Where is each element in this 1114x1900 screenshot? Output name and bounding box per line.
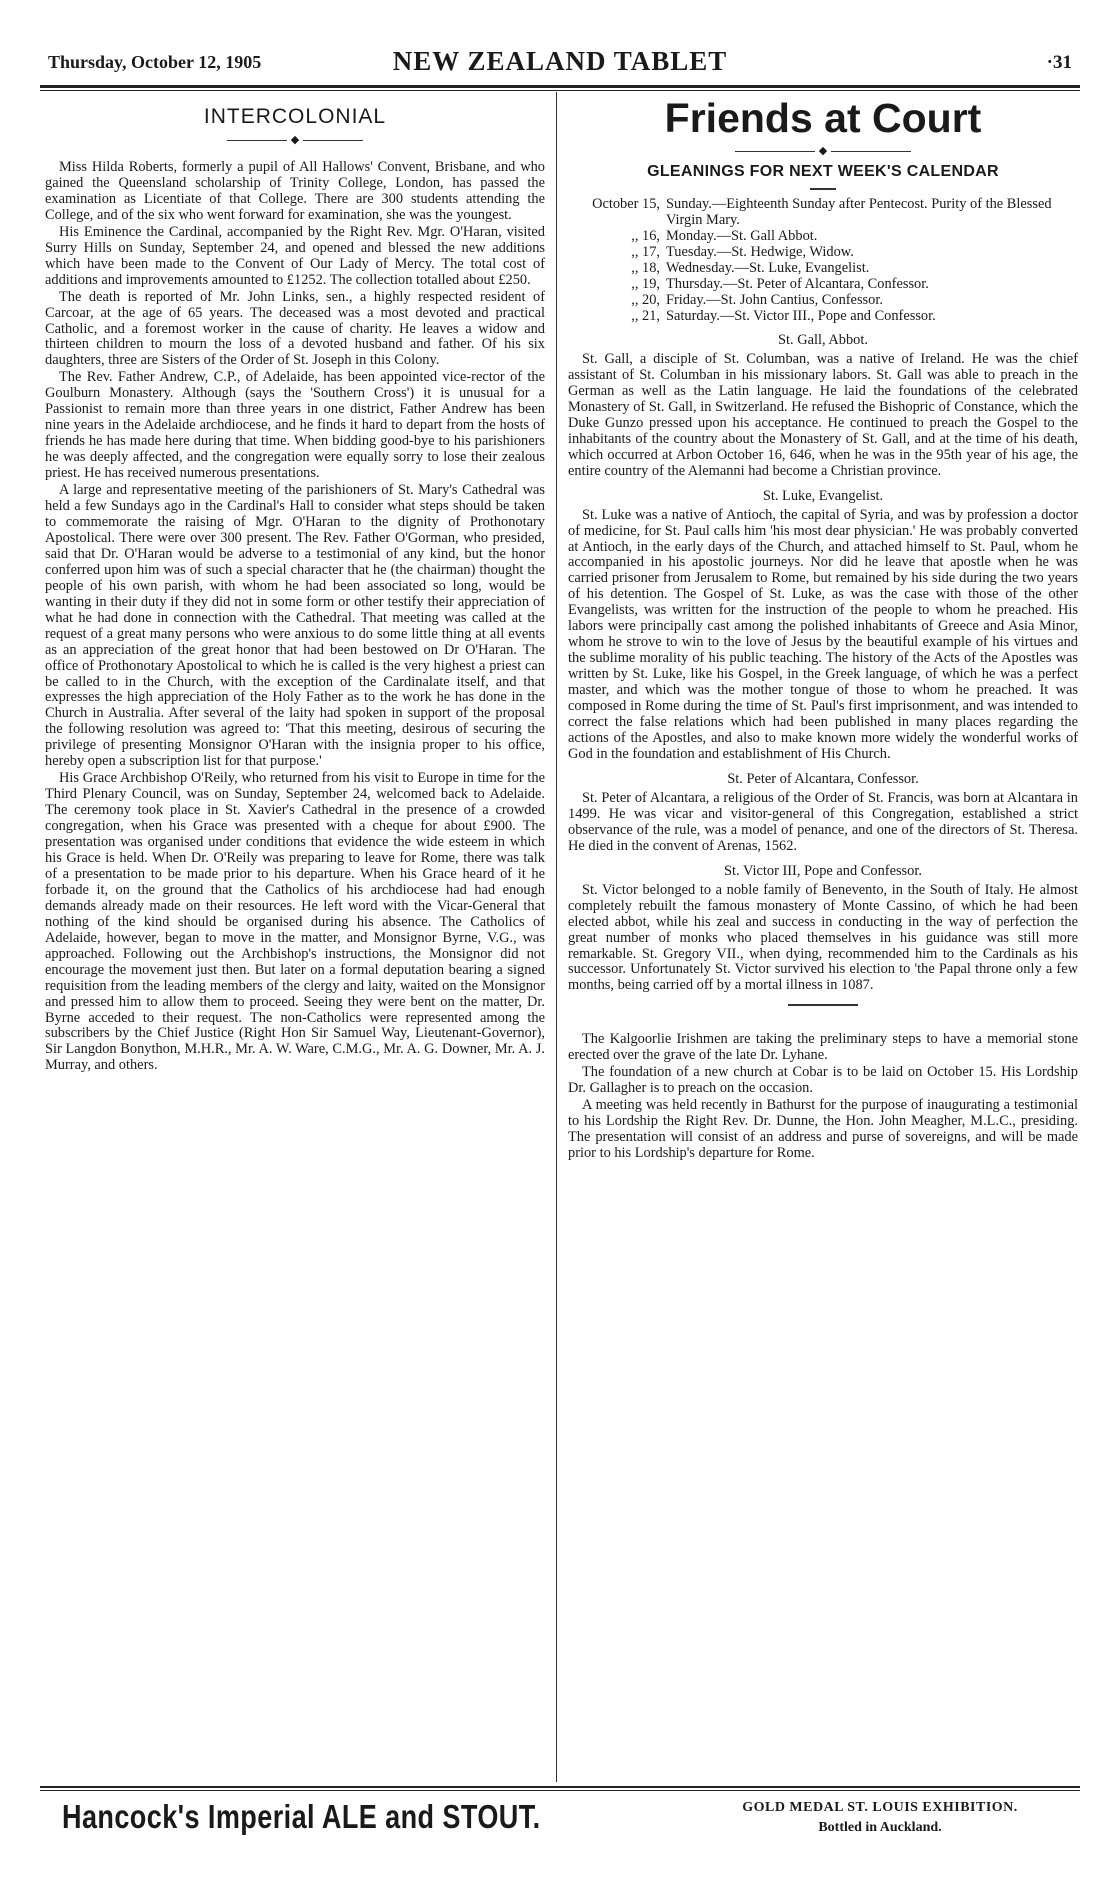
calendar-entry: ,, 20, Friday.—St. John Cantius, Confessor. <box>631 292 883 308</box>
bottom-rule <box>40 1786 1080 1788</box>
calendar-list <box>568 196 1078 324</box>
intercolonial-column <box>45 95 545 1075</box>
article-paragraph: His Eminence the Cardinal, accompanied by the Right Rev. Mgr. O'Haran, visited Surry Hills on Sunday, September 24, and opened and blessed the new additions which have been made to the Convent of Our Lady of Mercy. The total cost of additions and improvements amounted to £1252. The collection totalled about £250. <box>45 223 545 288</box>
news-paragraph: A meeting was held recently in Bathurst for the purpose of inaugurating a testimonial to his Lordship the Right Rev. Dr. Dunne, the Hon. John Meagher, M.L.C., presiding. The presentation will consist of an address and purse of sovereigns, and will be made prior to his Lordship's departure for Rome. <box>568 1097 1078 1162</box>
footer-notice <box>700 1800 1060 1836</box>
friends-at-court-column <box>568 95 1078 1163</box>
issue-date: Thursday, October 12, 1905 <box>48 52 262 72</box>
footer-advertisement: Hancock's Imperial ALE and STOUT. <box>62 1798 541 1835</box>
section-separator <box>788 1004 858 1006</box>
news-paragraph: The foundation of a new church at Cobar is to be laid on October 15. His Lordship Dr. Gallagher is to preach on the occasion. <box>568 1064 1078 1097</box>
article-paragraph: Miss Hilda Roberts, formerly a pupil of All Hallows' Convent, Brisbane, and who gained the Queensland scholarship of Trinity College, London, has passed the examination as Licentiate of that College. There are 300 students attending the College, and of the six who went forward for examination, she was the youngest. <box>45 159 545 223</box>
saint-heading: St. Luke, Evangelist. <box>762 487 884 504</box>
section-title: INTERCOLONIAL <box>203 105 387 128</box>
ornament-divider: ◆ <box>568 144 1078 157</box>
saint-heading: St. Gall, Abbot. <box>778 332 868 348</box>
ornament-divider: ◆ <box>45 133 545 146</box>
calendar-entry: ,, 17, Tuesday.—St. Hedwige, Widow. <box>631 244 854 260</box>
article-paragraph: The death is reported of Mr. John Links, sen., a highly respected resident of Carcoar, at the age of 65 years. The deceased was a most devoted and practical Catholic, and a foremost worker in the cause of charity. He leaves a widow and thirteen children to mourn the loss of a devoted husband and father. Of his six daughters, three are Sisters of the Order of St. Joseph in this Colony. <box>45 288 545 369</box>
page-number: ·31 <box>1046 52 1072 73</box>
saint-paragraph: St. Gall, a disciple of St. Columban, was a native of Ireland. He was the chief assistant of St. Columban in his missionary labors. St. Gall was able to preach in the German as well as the Latin language. He laid the foundations of the celebrated Monastery of St. Gall, in Switzerland. He refused the Bishopric of Constance, which the Duke Gunzo pressed upon his acceptance. He continued to preach the Gospel to the inhabitants of the country about the Monastery of St. Gall, and at the time of his death, which occurred at Arbon October 16, 646, when he was in the 95th year of his age, the entire country of the Alemanni had become a Christian province. <box>568 351 1078 479</box>
footer-line-2: Bottled in Auckland. <box>818 1820 942 1835</box>
top-rule <box>40 85 1080 88</box>
calendar-subtitle: GLEANINGS FOR NEXT WEEK'S CALENDAR <box>647 163 999 180</box>
calendar-entry: ,, 18, Wednesday.—St. Luke, Evangelist. <box>631 260 870 276</box>
calendar-entry: ,, 16, Monday.—St. Gall Abbot. <box>631 228 818 244</box>
article-paragraph: His Grace Archbishop O'Reily, who returned from his visit to Europe in time for the Third Plenary Council, was on Sunday, September 24, welcomed back to Adelaide. The ceremony took place in St. Xavier's Cathedral in the presence of a crowded congregation, when his Grace was presented with a cheque for about £900. The presentation was organised under conditions that evidence the wide esteem in which his Grace is held. When Dr. O'Reily was preparing to leave for Rome, there was talk of a presentation to be made prior to his departure. When his Grace heard of it he forbade it, on the ground that the Catholics of his archdiocese had had enough demands already made on their resources. He left word with the Vicar-General that nothing of the kind should be organised during his absence. The Catholics of Adelaide, however, began to move in the matter, and Monsignor Byrne, V.G., was approached. Following out the Archbishop's instructions, the Monsignor did not encourage the movement just then. But later on a formal deputation bearing a signed requisition from the leading members of the clergy and laity, waited on the Monsignor and pressed him to allow them to proceed. Seeing they were bent on the matter, Dr. Byrne acceded to their request. The non-Catholics were represented among the subscribers by the Chief Justice (Right Hon Sir Samuel Way, Lieutenant-Governor), Sir Langdon Bonython, M.H.R., Mr. A. W. Ware, C.M.G., Mr. A. G. Downer, Mr. A. J. Murray, and others. <box>45 770 545 1074</box>
section-title: Friends at Court <box>664 95 982 141</box>
saint-heading: St. Peter of Alcantara, Confessor. <box>727 770 919 787</box>
subtitle-underline <box>568 183 1078 190</box>
saint-paragraph: St. Luke was a native of Antioch, the capital of Syria, and was by profession a doctor of medicine, for St. Paul calls him 'his most dear physician.' He was probably converted at Antioch, in the early days of the Church, and attached himself to St. Paul, whom he accompanied in his apostolic journeys. Nor did he leave that apostle when he was carried prisoner from Jerusalem to Rome, but remained by his side during the two years of his detention. The Gospel of St. Luke, as was the case with those of the other Evangelists, was written for the instruction of the people to whom he preached. His labors were principally cast among the polished inhabitants of Greece and Asia Minor, whom he strove to win to the love of Jesus by the beautiful example of his virtues and the sublime morality of his public teaching. The history of the Acts of the Apostles was written by St. Luke, like his Gospel, in the Greek language, of which he was a perfect master, and which was the mother tongue of those to whom he preached. It was composed in Rome during the time of St. Paul's first imprisonment, and was intended to correct the false relations which had been published in many places regarding the actions of the Apostles, and also to make known more widely the wonderful works of God in the foundation and establishment of His Church. <box>568 506 1078 762</box>
column-divider <box>556 92 557 1782</box>
article-paragraph: The Rev. Father Andrew, C.P., of Adelaide, has been appointed vice-rector of the Goulburn Monastery. Although (says the 'Southern Cross') it is unusual for a Passionist to remain more than three years in one district, Father Andrew has been nine years in the Adelaide archdiocese, and he finds it hard to depart from the hosts of friends he has made here during that time. When bidding good-bye to his parishioners he was deeply affected, and the congregation were equally sorry to lose their zealous priest. He has received numerous presentations. <box>45 369 545 482</box>
saint-paragraph: St. Peter of Alcantara, a religious of the Order of St. Francis, was born at Alcantara in 1499. He was vicar and visitor-general of this Congregation, established a strict observance of the rule, was a model of penance, and one of the directors of St. Theresa. He died in the convent of Arenas, 1562. <box>568 789 1078 854</box>
calendar-entry: ,, 21, Saturday.—St. Victor III., Pope and Confessor. <box>631 308 936 324</box>
article-paragraph: A large and representative meeting of the parishioners of St. Mary's Cathedral was held a few Sundays ago in the Cardinal's Hall to consider what steps should be taken to commemorate the raising of Mgr. O'Haran to the dignity of Prothonotary Apostolical. There were over 300 present. The Rev. Father O'Gorman, who presided, said that Dr. O'Haran would be adverse to a testimonial of any kind, but the honor conferred upon him was of such a special character that he (the chairman) thought the people of his own parish, with whom he had been associated so long, would be wanting in their duty if they did not in some form or other testify their appreciation of what he had done in connection with the Cathedral. That meeting was called at the request of a great many persons who were anxious to do some little thing at all events as an appreciation of the great honor that had been bestowed on Dr O'Haran. The office of Prothonotary Apostolical to which he is called is the very highest a priest can be called to in the Church, with the exception of the Cardinalate itself, and that expresses the high appreciation of the Holy Father as to the work he has done in the Church in Australia. After several of the laity had spoken in support of the proposal the following resolution was agreed to: 'That this meeting, desirous of securing the privilege of presenting Monsignor O'Haran with the insignia proper to his office, hereby open a subscription list for that purpose.' <box>45 482 545 770</box>
footer-line-1: GOLD MEDAL ST. LOUIS EXHIBITION. <box>742 1800 1018 1815</box>
calendar-entry: ,, 19, Thursday.—St. Peter of Alcantara, Confessor. <box>631 276 929 292</box>
saint-heading: St. Victor III, Pope and Confessor. <box>724 862 922 879</box>
calendar-entry: October 15, Sunday.—Eighteenth Sunday after Pentecost. Purity of the Blessed Virgin Mary. <box>592 196 1052 228</box>
bottom-rule-thin <box>40 1790 1080 1791</box>
top-rule-thin <box>40 90 1080 91</box>
masthead <box>40 46 1080 76</box>
newspaper-title: NEW ZEALAND TABLET <box>392 46 728 76</box>
news-paragraph: The Kalgoorlie Irishmen are taking the preliminary steps to have a memorial stone erected over the grave of the late Dr. Lyhane. <box>568 1031 1078 1064</box>
saint-paragraph: St. Victor belonged to a noble family of Benevento, in the South of Italy. He almost completely rebuilt the famous monastery of Monte Cassino, of which he had been elected abbot, while his zeal and success in conducting in the way of perfection the great number of monks who placed themselves in his guidance was still more remarkable. St. Gregory VII., when dying, recommended him to the Cardinals as his successor. Unfortunately St. Victor survived his election to 'the Papal throne only a few months, being carried off by a mortal illness in 1087. <box>568 881 1078 994</box>
